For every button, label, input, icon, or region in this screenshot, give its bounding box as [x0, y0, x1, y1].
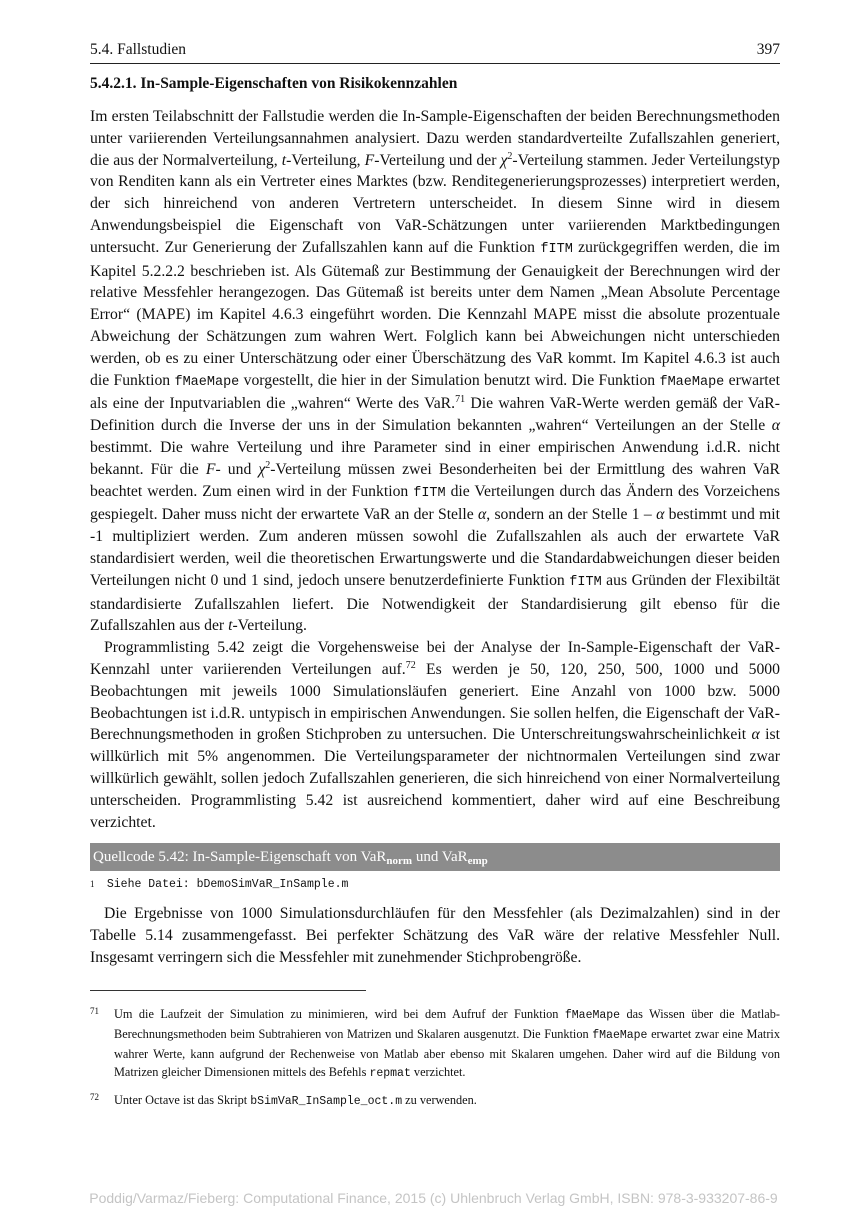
inline-code: fMaeMape [564, 1008, 621, 1022]
math-symbol: α [477, 506, 487, 524]
superscript: 2 [265, 459, 271, 471]
code-line [90, 877, 780, 891]
footnote-text: Unter Octave ist das Skript bSimVaR_InSample_oct.m zu verwenden. [114, 1092, 477, 1108]
page-number: 397 [756, 41, 780, 58]
inline-code: repmat [369, 1066, 411, 1080]
listing-caption-mid: und VaR [412, 849, 468, 866]
footnote-number: 71 [90, 1005, 99, 1016]
paragraph-intro: Im ersten Teilabschnitt der Fallstudie werden die In-Sample-Eigenschaften der beiden Berechnungsmethoden unter variierenden Verteilungsannahmen analysiert. Dazu werden standardverteilte Zufallszahlen generiert, die aus der Normalverteilung, t-Verteilung, F-Verteilung und der $\chi^2$-Verteilung stammen. Jeder Verteilungstyp von Renditen kann als ein Vertreter eines Marktes (bzw. Renditegenerierungsprozesses) interpretiert werden, der sich hinreichend von anderen Vertretern unterscheidet. In diesem Sinne wird in diesem Anwendungsbeispiel die Eigenschaft von VaR-Schätzungen unter variierenden Marktbedingungen untersucht. Zur Generierung der Zufallszahlen kann auf die Funktion fITM zurückgegriffen werden, die im Kapitel 5.2.2.2 beschrieben ist. Als Gütemaß zur Bestimmung der Genauigkeit der Berechnungen wird der relative Messfehler herangezogen. Das Gütemaß ist bereits unter dem Namen „Mean Absolute Percentage Error“ (MAPE) im Kapitel 4.6.3 eingeführt worden. Die Kennzahl MAPE misst die absolute prozentuale Abweichung der Schätzungen zum wahren Wert. Folglich kann bei Abweichungen nicht unterschieden werden, ob es zu einer Unterschätzung oder einer Überschätzung des VaR kommt. Im Kapitel 4.6.3 ist auch die Funktion fMaeMape vorgestellt, die hier in der Simulation benutzt wird. Die Funktion fMaeMape erwartet als eine der Inputvariablen die „wahren“ Werte des VaR.$^{71}$ Die wahren VaR-Werte werden gemäß der VaR-Definition durch die Inverse der uns in der Simulation bekannten „wahren“ Verteilungen an der Stelle α bestimmt. Die wahre Verteilung und ihre Parameter sind in einer empirischen Anwendung i.d.R. nicht bekannt. Für die F- und $\chi^2$-Verteilung müssen zwei Besonderheiten bei der Ermittlung des wahren VaR beachtet werden. Zum einen wird in der Funktion fITM die Verteilungen durch das Ändern des Vorzeichens gespiegelt. Daher muss nicht der erwartete VaR an der Stelle α, sondern an der Stelle 1 – α bestimmt und mit -1 multipliziert werden. Zum anderen müssen sowohl die Zufallszahlen als auch der erwartete VaR standardisiert werden, weil die theoretischen Erwartungswerte und die Standardabweichungen dieser beiden Verteilungen nicht 0 und 1 sind, jedoch unsere benutzerdefinierte Funktion fITM aus Gründen der Flexibiltät standardisierte Zufallszahlen liefert. Die Notwendigkeit der Standardisierung gilt ebenso für die Zufallszahlen aus der t-Verteilung. [90, 108, 781, 635]
math-symbol: F [364, 151, 375, 169]
footnote-72 [90, 1091, 780, 1111]
math-symbol: α [771, 417, 780, 435]
listing-caption [90, 843, 780, 871]
footnote-number: 72 [90, 1091, 99, 1102]
inline-code: fMaeMape [592, 1028, 648, 1042]
math-symbol: α [656, 506, 665, 524]
math-symbol: χ [500, 151, 508, 169]
code-text: Siehe Datei: bDemoSimVaR_InSample.m [106, 878, 349, 892]
footnote-separator [90, 990, 366, 991]
line-number: 1 [90, 879, 95, 890]
section-title: 5.4. Fallstudien [90, 41, 187, 58]
superscript: 2 [507, 150, 513, 162]
copyright-watermark: Poddig/Varmaz/Fieberg: Computational Finance, 2015 (c) Uhlenbruch Verlag GmbH, ISBN: 978-3-933207-86-9 [89, 1190, 778, 1206]
math-symbol: F [205, 460, 216, 478]
math-symbol: α [751, 726, 760, 744]
running-header [90, 40, 780, 64]
inline-code: fMaeMape [174, 374, 240, 390]
paragraph-listing-description: Programmlisting 5.42 zeigt die Vorgehensweise bei der Analyse der In-Sample-Eigenschaft der VaR-Kennzahl unter variierenden Verteilungen auf.$^{72}$ Es werden je 50, 120, 250, 500, 1000 und 5000 Beobachtungen mit jeweils 1000 Simulationsläufen generiert. Eine Anzahl von 1000 bzw. 5000 Beobachtungen ist i.d.R. untypisch in empirischen Anwendungen. Sie sollen helfen, die Eigenschaft der VaR-Berechnungsmethoden in großen Stichproben zu untersuchen. Die Unterschreitungswahrscheinlichkeit α ist willkürlich mit 5% angenommen. Die Verteilungsparameter der nichtnormalen Verteilungen sind zwar willkürlich gewählt, sollen jedoch Zufallszahlen generieren, die sich hinreichend von einer Normalverteilung unterscheiden. Programmlisting 5.42 ist ausreichend kommentiert, daher wird auf eine Beschreibung verzichtet. [90, 639, 780, 831]
math-symbol: t [281, 151, 287, 169]
superscript: 71 [455, 394, 466, 406]
inline-code: fMaeMape [659, 374, 725, 390]
superscript: 72 [405, 659, 416, 671]
listing-caption-text: Quellcode 5.42: In-Sample-Eigenschaft von VaR [93, 849, 387, 866]
subsection-heading: 5.4.2.1. In-Sample-Eigenschaften von Risikokennzahlen [90, 75, 458, 92]
footnote-text: Um die Laufzeit der Simulation zu minimieren, wird bei dem Aufruf der Funktion fMaeMape das Wissen über die Matlab-Berechnungsmethoden beim Subtrahieren von Matrizen und Skalaren ausgenutzt. Die Funktion fMaeMape erwartet zwar eine Matrix wahrer Werte, kann aufgrund der Rechenweise von Matlab aber ebenso mit Skalaren umgehen. Daher wird auf die Bildung von Matrizen gleicher Dimensionen mittels des Befehls repmat verzichtet. [114, 1006, 780, 1080]
inline-code: fITM [569, 574, 602, 590]
math-symbol: t [228, 617, 233, 635]
subscript-emp: emp [467, 855, 488, 868]
paragraph-results: Die Ergebnisse von 1000 Simulationsdurchläufen für den Messfehler (als Dezimalzahlen) sind in der Tabelle 5.14 zusammengefasst. Bei perfekter Schätzung des VaR wäre der relative Messfehler Null. Insgesamt verringern sich die Messfehler mit zunehmender Stichprobengröße. [90, 905, 780, 966]
footnote-71 [90, 1005, 780, 1083]
subscript-norm: norm [386, 855, 413, 868]
math-symbol: χ [258, 460, 266, 478]
book-page [90, 40, 780, 1119]
inline-code: bSimVaR_InSample_oct.m [250, 1094, 403, 1108]
inline-code: fITM [413, 485, 446, 501]
inline-code: fITM [540, 241, 573, 257]
